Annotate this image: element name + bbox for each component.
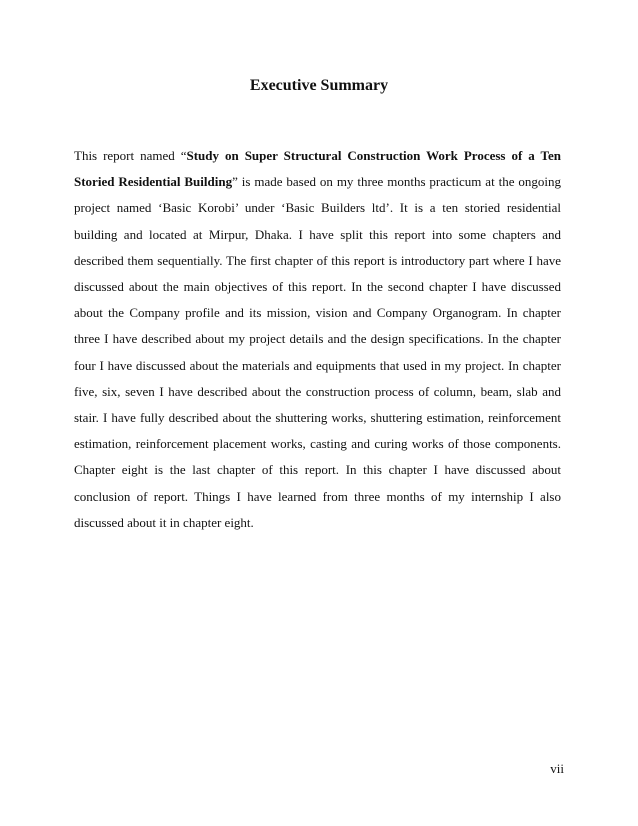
page-number: vii xyxy=(550,761,564,776)
summary-paragraph xyxy=(74,143,561,536)
summary-intro: This report named “ xyxy=(74,148,187,163)
summary-body: ” is made based on my three months practicum at the ongoing project named ‘Basic Korobi’ under ‘Basic Builders ltd’. It is a ten storied residential building and located at Mirpur, Dhaka. I have split this report into some chapters and described them sequentially. The first chapter of this report is introductory part where I have discussed about the main objectives of this report. In the second chapter I have discussed about the Company profile and its mission, vision and Company Organogram. In chapter three I have described about my project details and the design specifications. In the chapter four I have discussed about the materials and equipments that used in my project. In chapter five, six, seven I have described about the construction process of column, beam, slab and stair. I have fully described about the shuttering works, shuttering estimation, reinforcement estimation, reinforcement placement works, casting and curing works of those components. Chapter eight is the last chapter of this report. In this chapter I have discussed about conclusion of report. Things I have learned from three months of my internship I also discussed about it in chapter eight. xyxy=(74,174,562,530)
page-title: Executive Summary xyxy=(249,77,389,94)
report-title: Study on Super Structural Construction Work Process of a Ten Storied Residential Building xyxy=(74,148,561,190)
